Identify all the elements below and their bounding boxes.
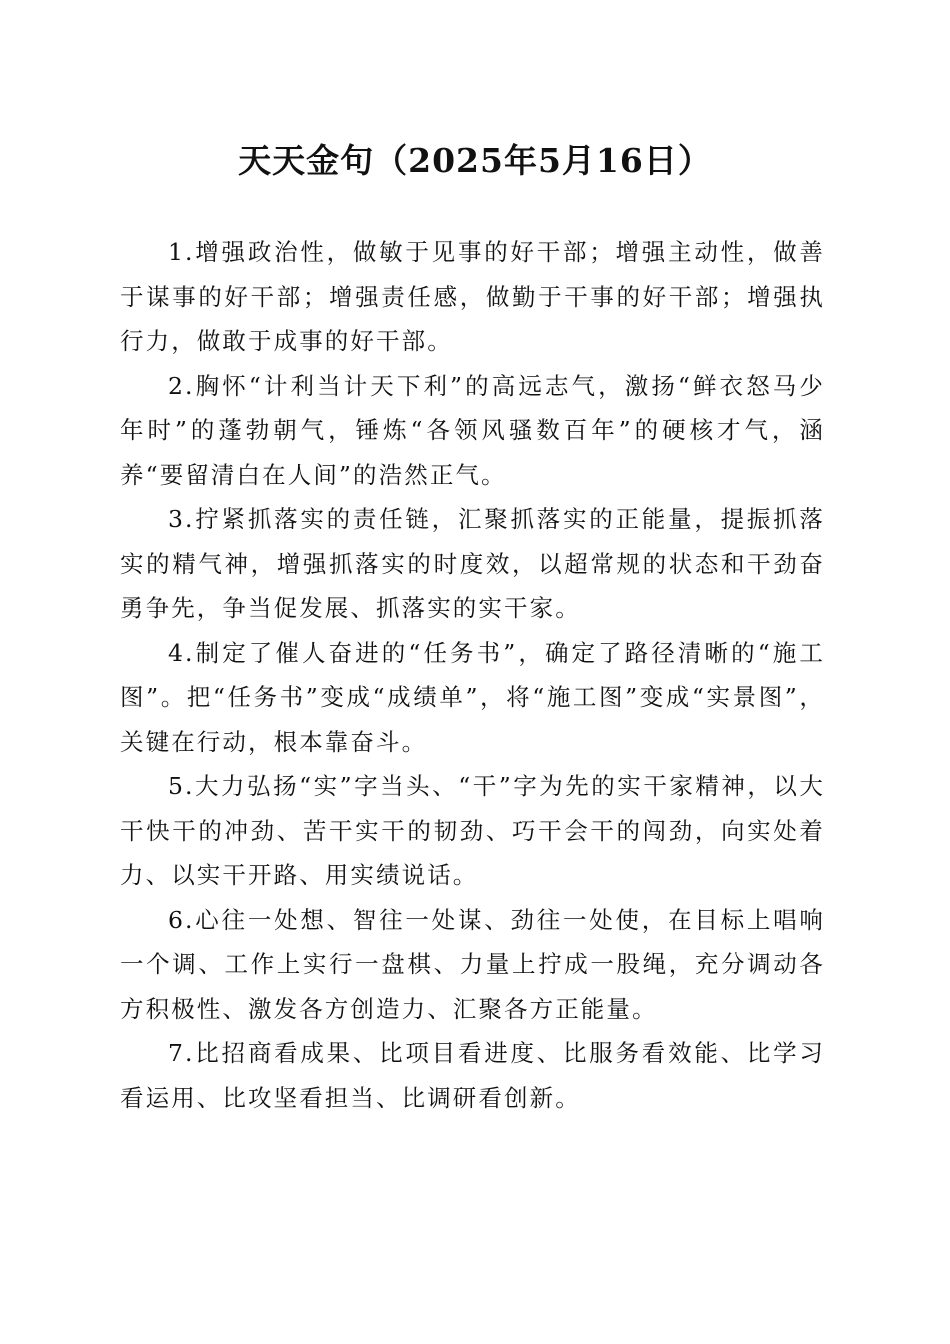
paragraph-5: 5.大力弘扬“实”字当头、“干”字为先的实干家精神，以大干快干的冲劲、苦干实干的韧劲、巧干会干的闯劲，向实处着力、以实干开路、用实绩说话。 (120, 772, 825, 889)
paragraph-3: 3.拧紧抓落实的责任链，汇聚抓落实的正能量，提振抓落实的精气神，增强抓落实的时度效，以超常规的状态和干劲奋勇争先，争当促发展、抓落实的实干家。 (120, 505, 825, 622)
paragraph-4: 4.制定了催人奋进的“任务书”，确定了路径清晰的“施工图”。把“任务书”变成“成绩单”，将“施工图”变成“实景图”，关键在行动，根本靠奋斗。 (120, 638, 825, 756)
paragraph-6: 6.心往一处想、智往一处谋、劲往一处使，在目标上唱响一个调、工作上实行一盘棋、力量上拧成一股绳，充分调动各方积极性、激发各方创造力、汇聚各方正能量。 (120, 905, 825, 1023)
document-title: 天天金句（2025年5月16日） (238, 141, 712, 180)
paragraph-1: 1.增强政治性，做敏于见事的好干部；增强主动性，做善于谋事的好干部；增强责任感，做勤于干事的好干部；增强执行力，做敢于成事的好干部。 (120, 238, 825, 355)
document-body (120, 230, 825, 1120)
paragraph-7: 7.比招商看成果、比项目看进度、比服务看效能、比学习看运用、比攻坚看担当、比调研看创新。 (120, 1039, 825, 1112)
paragraph-2: 2.胸怀“计利当计天下利”的高远志气，激扬“鲜衣怒马少年时”的蓬勃朝气，锤炼“各领风骚数百年”的硬核才气，涵养“要留清白在人间”的浩然正气。 (120, 371, 825, 489)
